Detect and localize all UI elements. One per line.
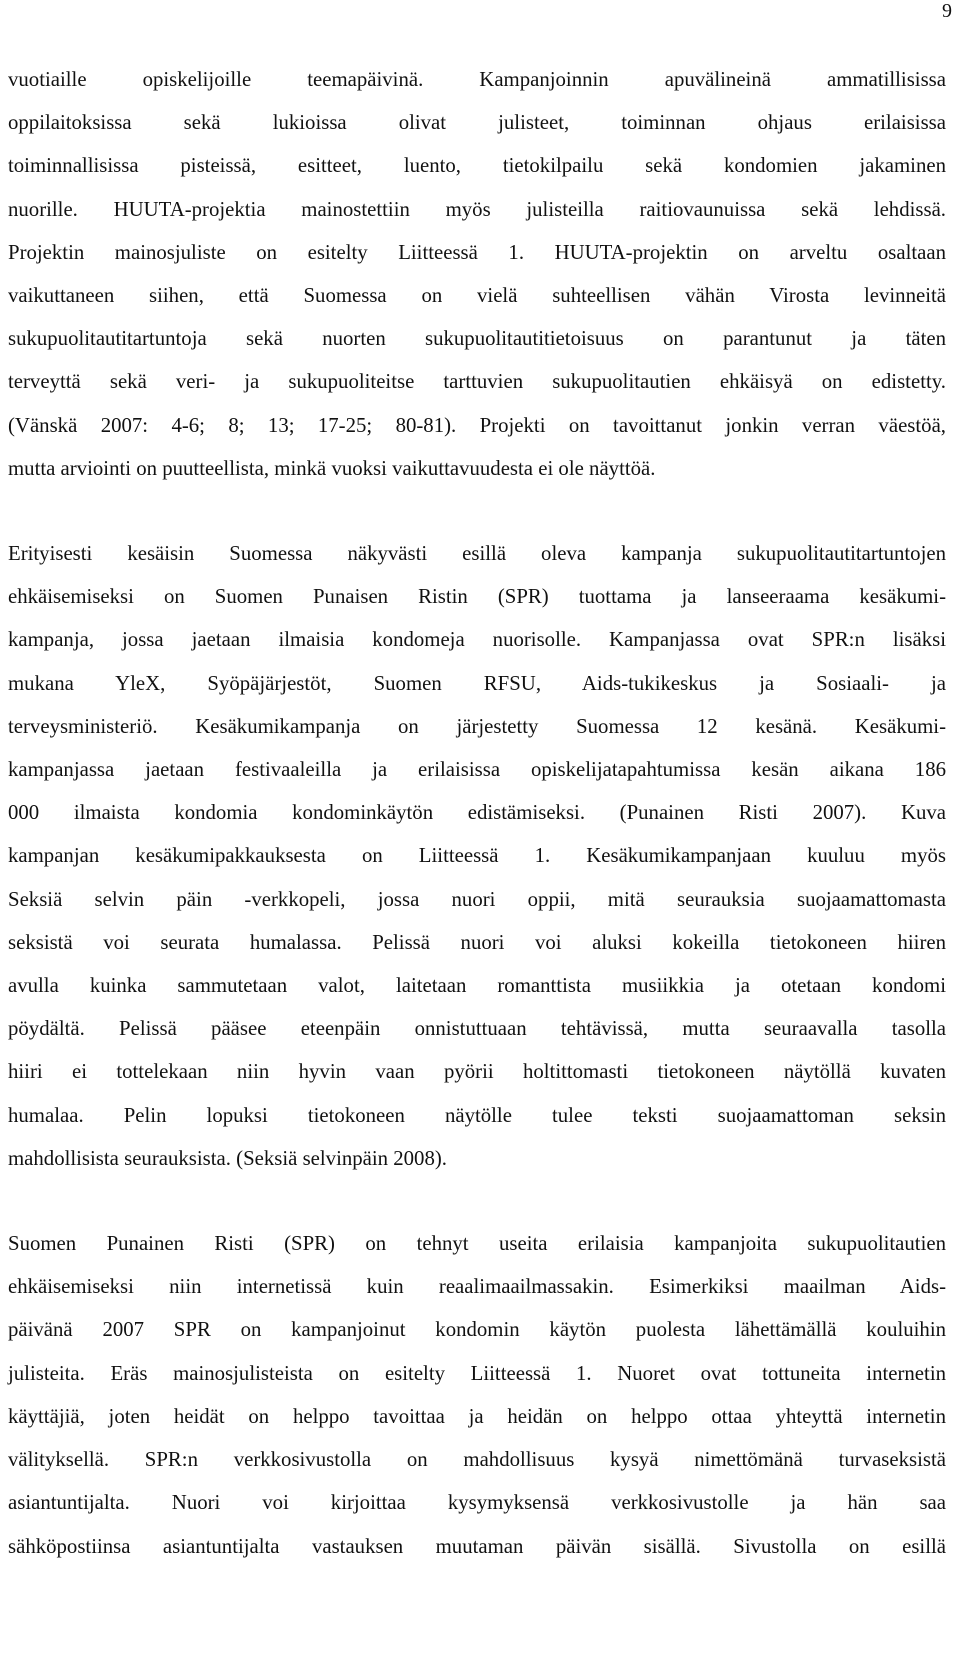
paragraph-spr-campaigns	[8, 1222, 946, 1568]
text-line: avulla kuinka sammutetaan valot, laitetaan romanttista musiikkia ja otetaan kondomi	[8, 974, 946, 998]
text-line: mukana YleX, Syöpäjärjestöt, Suomen RFSU, Aids-tukikeskus ja Sosiaali- ja	[8, 671, 946, 695]
text-line: kampanjassa jaetaan festivaaleilla ja erilaisissa opiskelijatapahtumissa kesän aikana 186	[8, 758, 946, 782]
text-line: sukupuolitautitartuntoja sekä nuorten sukupuolitautitietoisuus on parantunut ja täten	[8, 327, 946, 351]
text-line: nuorille. HUUTA-projektia mainostettiin myös julisteilla raitiovaunuissa sekä lehdissä.	[8, 197, 946, 221]
text-line: Projektin mainosjuliste on esitelty Liitteessä 1. HUUTA-projektin on arveltu osaltaan	[8, 240, 946, 264]
text-line: Erityisesti kesäisin Suomessa näkyvästi esillä oleva kampanja sukupuolitautitartuntojen	[8, 542, 946, 566]
page-number: 9	[942, 0, 952, 22]
text-line: terveyttä sekä veri- ja sukupuoliteitse tarttuvien sukupuolitautien ehkäisyä on edistetty.	[8, 370, 946, 394]
text-line: seksistä voi seurata humalassa. Pelissä nuori voi aluksi kokeilla tietokoneen hiiren	[8, 930, 946, 954]
text-line: vuotiaille opiskelijoille teemapäivinä. Kampanjoinnin apuvälineinä ammatillisissa	[8, 68, 946, 91]
text-line: pöydältä. Pelissä pääsee eteenpäin onnistuttuaan tehtävissä, mutta seuraavalla tasolla	[8, 1017, 946, 1041]
text-line: vaikuttaneen siihen, että Suomessa on vielä suhteellisen vähän Virosta levinneitä	[8, 284, 946, 308]
text-line: ehkäisemiseksi niin internetissä kuin reaalimaailmassakin. Esimerkiksi maailman Aids-	[8, 1275, 946, 1299]
text-line: 000 ilmaista kondomia kondominkäytön edistämiseksi. (Punainen Risti 2007). Kuva	[8, 801, 946, 825]
text-line: mahdollisista seurauksista. (Seksiä selvinpäin 2008).	[8, 1146, 447, 1170]
paragraph-spacer	[8, 1180, 946, 1222]
text-line: humalaa. Pelin lopuksi tietokoneen näytölle tulee teksti suojaamattoman seksin	[8, 1103, 946, 1127]
text-line: julisteita. Eräs mainosjulisteista on esitelty Liitteessä 1. Nuoret ovat tottuneita internetin	[8, 1361, 946, 1385]
text-line: sähköpostiinsa asiantuntijalta vastauksen muutaman päivän sisällä. Sivustolla on esillä	[8, 1534, 946, 1558]
text-line: hiiri ei tottelekaan niin hyvin vaan pyörii holtittomasti tietokoneen näytöllä kuvaten	[8, 1060, 946, 1084]
text-line: ehkäisemiseksi on Suomen Punaisen Ristin (SPR) tuottama ja lanseeraama kesäkumi-	[8, 585, 946, 609]
text-line: mutta arviointi on puutteellista, minkä vuoksi vaikuttavuudesta ei ole näyttöä.	[8, 456, 656, 480]
text-line: välityksellä. SPR:n verkkosivustolla on mahdollisuus kysyä nimettömänä turvaseksistä	[8, 1448, 946, 1472]
text-line: kampanja, jossa jaetaan ilmaisia kondomeja nuorisolle. Kampanjassa ovat SPR:n lisäksi	[8, 628, 946, 652]
paragraph-kesakumi-campaign	[8, 532, 946, 1180]
text-line: päivänä 2007 SPR on kampanjoinut kondomin käytön puolesta lähettämällä kouluihin	[8, 1318, 946, 1342]
text-line: oppilaitoksissa sekä lukioissa olivat julisteet, toiminnan ohjaus erilaisissa	[8, 111, 946, 135]
text-line: asiantuntijalta. Nuori voi kirjoittaa kysymyksensä verkkosivustolle ja hän saa	[8, 1491, 946, 1515]
text-line: Seksiä selvin päin -verkkopeli, jossa nuori oppii, mitä seurauksia suojaamattomasta	[8, 887, 946, 911]
text-line: (Vänskä 2007: 4-6; 8; 13; 17-25; 80-81). Projekti on tavoittanut jonkin verran väestöä,	[8, 413, 946, 437]
text-line: terveysministeriö. Kesäkumikampanja on järjestetty Suomessa 12 kesänä. Kesäkumi-	[8, 714, 946, 738]
text-line: toiminnallisissa pisteissä, esitteet, luento, tietokilpailu sekä kondomien jakaminen	[8, 154, 946, 178]
text-line: käyttäjiä, joten heidät on helppo tavoittaa ja heidän on helppo ottaa yhteyttä internetin	[8, 1404, 946, 1428]
paragraph-huuta-project	[8, 58, 946, 490]
text-line: kampanjan kesäkumipakkauksesta on Liitteessä 1. Kesäkumikampanjaan kuuluu myös	[8, 844, 946, 868]
document-body	[8, 58, 946, 1568]
paragraph-spacer	[8, 490, 946, 532]
text-line: Suomen Punainen Risti (SPR) on tehnyt useita erilaisia kampanjoita sukupuolitautien	[8, 1232, 946, 1256]
